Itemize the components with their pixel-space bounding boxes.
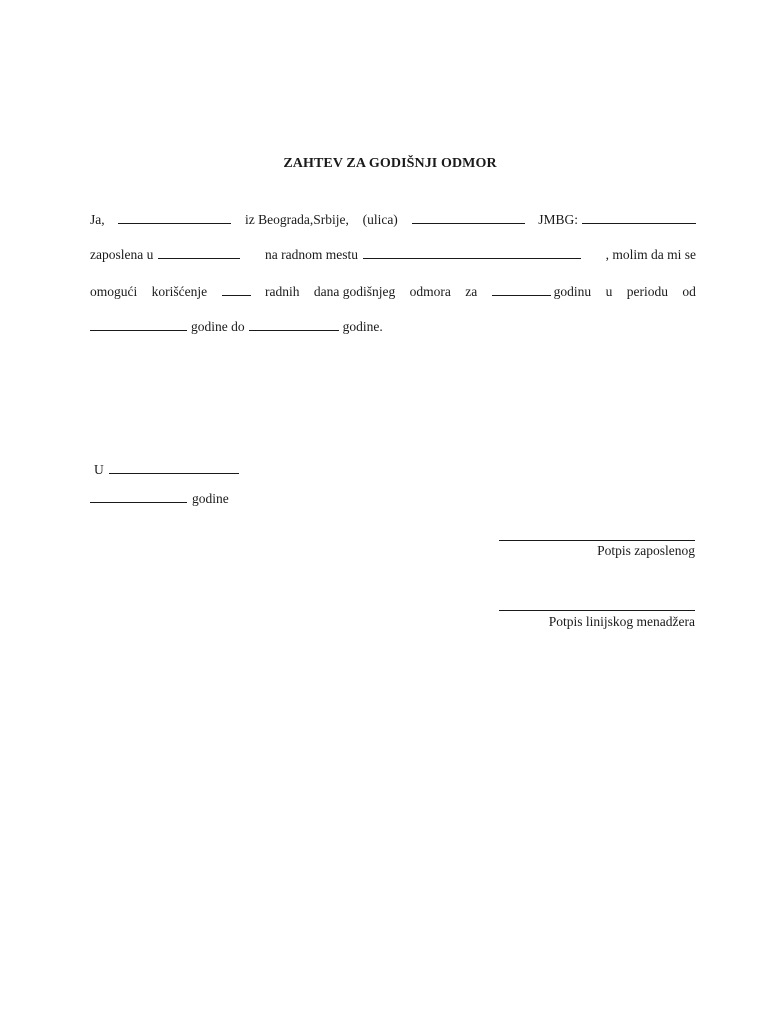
text-zaposlena-u: zaposlena u — [90, 247, 154, 262]
days-count-field[interactable] — [222, 283, 251, 296]
text-od: od — [682, 284, 696, 299]
text-iz-beograda: iz Beograda,Srbije, — [245, 212, 349, 227]
text-dana-godisnjeg: dana godišnjeg — [313, 284, 396, 299]
jmbg-field[interactable] — [582, 211, 696, 224]
employee-signature-line[interactable] — [499, 540, 695, 541]
street-field[interactable] — [412, 211, 525, 224]
position-field[interactable] — [363, 246, 581, 259]
paragraph-line-2 — [90, 246, 696, 263]
department-field[interactable] — [158, 246, 240, 259]
end-date-field[interactable] — [249, 318, 339, 331]
place-field[interactable] — [109, 461, 239, 474]
text-molim: , molim da mi se — [605, 247, 696, 262]
text-koriscenje: korišćenje — [151, 284, 208, 299]
text-na-radnom-mestu: na radnom mestu — [265, 247, 358, 262]
start-date-field[interactable] — [90, 318, 187, 331]
text-godine-end: godine. — [342, 319, 383, 334]
paragraph-line-4 — [90, 318, 696, 335]
employee-signature-label: Potpis zaposlenog — [597, 543, 695, 558]
manager-signature-line[interactable] — [499, 610, 695, 611]
date-field[interactable] — [90, 490, 187, 503]
manager-signature-label: Potpis linijskog menadžera — [548, 614, 695, 629]
paragraph-line-1 — [90, 211, 696, 228]
text-za: za — [465, 284, 478, 299]
year-field[interactable] — [492, 283, 551, 296]
text-jmbg: JMBG: — [538, 212, 578, 227]
text-godinu: godinu — [553, 284, 592, 299]
text-omoguci: omogući — [90, 284, 138, 299]
text-ja: Ja, — [90, 212, 105, 227]
document-title: ZAHTEV ZA GODIŠNJI ODMOR — [283, 156, 497, 171]
text-radnih: radnih — [264, 284, 300, 299]
employed-group — [90, 246, 240, 263]
jmbg-group — [538, 211, 696, 228]
text-godine-date: godine — [192, 491, 229, 506]
paragraph-line-3 — [90, 283, 696, 300]
text-u: u — [605, 284, 613, 299]
text-periodu: periodu — [626, 284, 668, 299]
text-odmora: odmora — [409, 284, 451, 299]
text-godine-do: godine do — [191, 319, 245, 334]
text-ulica: (ulica) — [362, 212, 398, 227]
name-field[interactable] — [118, 211, 231, 224]
year-group — [492, 283, 592, 300]
text-u-place: U — [94, 462, 104, 477]
position-group — [265, 246, 581, 263]
place-line — [94, 461, 700, 478]
date-line — [90, 490, 696, 507]
